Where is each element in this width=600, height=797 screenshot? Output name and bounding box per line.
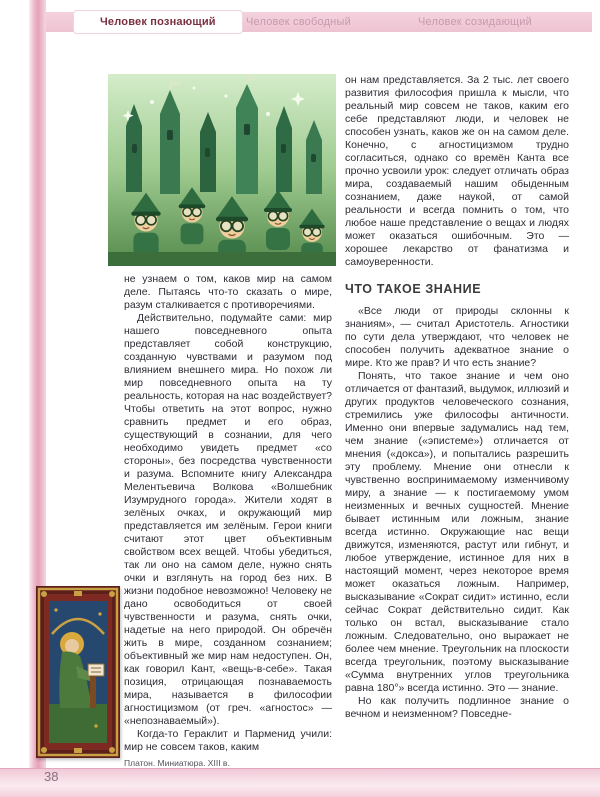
paragraph: Когда-то Гераклит и Парменид учили: мир не совсем таков, каким bbox=[124, 728, 332, 753]
emerald-city-illustration bbox=[108, 74, 336, 266]
tab-chelovek-sozidayushchiy: Человек созидающий bbox=[418, 16, 532, 28]
paragraph: «Все люди от природы склонны к знаниям», — считал Аристотель. Агностики по сути дела утверждают, что человек не способен получить адекватное знание о мире. Кто же прав? И что есть знание? bbox=[345, 305, 569, 369]
paragraph: Понять, что такое знание и чем оно отличается от фантазий, выдумок, иллюзий и других продуктов человеческого сознания, стремились уже философы античности. Именно они впервые задумались над тем, чем знание («эпистеме») отличается от мнения («докса»), и попытались разрешить эту проблему. Мнение они отнесли к чувственно воспринимаемому изменчивому миру, а знание — к постигаемому умом неизменных и вечных сущностей. Мнение бывает истинным или ложным, знание всегда истинно. Окружающие нас вещи движутся, изменяются, растут или гибнут, и любое утверждение, истинное для них в настоящий момент, через некоторое время может оказаться ложным. Например, высказывание «Сократ сидит» истинно, если сейчас Сократ действительно сидит. Как только он встал, высказывание стало ложным. Следовательно, оно выражает не более чем мнение. Треугольник на плоскости всегда треугольник, поэтому высказывание «Сумма внутренних углов треугольника равна 180°» всегда истинно. Это — знание. bbox=[345, 370, 569, 694]
right-text-column bbox=[345, 74, 569, 721]
paragraph: не узнаем о том, каков мир на самом деле. Пытаясь что-то сказать о мире, разум сталкивается с противоречиями. bbox=[124, 273, 332, 311]
paragraph: Действительно, подумайте сами: мир нашего повседневного опыта представляет собой конструкцию, созданную чувствами и разумом под влиянием внешнего мира. Но похож ли мир повседневного опыта на ту реальность, которая на нас воздействует? Чтобы ответить на этот вопрос, нужно сравнить предмет и его образ, существующий в сознании, для чего необходимо увидеть предмет «со стороны», без посредства чувственности и разума. Вспомните книгу Александра Мелентьевича Волкова «Волшебник Изумрудного города». Жители ходят в зелёных очках, и окружающий мир представляется им зелёным. Герои книги считают этот цвет объективным свойством всех вещей. Чтобы убедиться, так ли оно на самом деле, нужно снять очки и взглянуть на город без них. В жизни подобное невозможно! Человеку не дано освободиться от своей чувственности и разума, снять очки, надетые на него природой. Он обречён жить в мире, созданном сознанием; объективный же мир нам недоступен. Он, как говорил Кант, «вещь-в-себе». Такая позиция, отрицающая познаваемость мира, называется в философии агностицизмом (от греч. «агностос» — «непознаваемый»). bbox=[124, 312, 332, 727]
page-number: 38 bbox=[44, 769, 59, 784]
paragraph: Но как получить подлинное знание о вечном и неизменном? Повседне- bbox=[345, 695, 569, 720]
chapter-tab-strip bbox=[46, 12, 592, 32]
bottom-decorative-bar bbox=[0, 768, 600, 797]
illustration-caption: Платон. Миниатюра. XIII в. bbox=[124, 758, 230, 768]
tab-chelovek-svobodny: Человек свободный bbox=[246, 16, 351, 28]
paragraph: он нам представляется. За 2 тыс. лет своего развития философия пришла к мысли, что реальный мир совсем не таков, каким его себе представляют люди, и человек не способен узнать, каков же он на самом деле. Конечно, с агностицизмом трудно согласиться, однако со времён Канта все прочно усвоили урок: следует отличать образ мира, создаваемый нашим обыденным сознанием, даже наукой, от самой реальности и всегда помнить о том, что любое наше представление о вещах и людях может оказаться ошибочным. Это — хорошее лекарство от фанатизма и самоуверенности. bbox=[345, 74, 569, 268]
section-heading: ЧТО ТАКОЕ ЗНАНИЕ bbox=[345, 282, 482, 296]
tab-chelovek-poznayushchiy bbox=[74, 11, 242, 33]
tab-label: Человек познающий bbox=[100, 16, 216, 28]
left-text-column bbox=[124, 70, 332, 754]
plato-miniature-illustration bbox=[36, 586, 120, 758]
